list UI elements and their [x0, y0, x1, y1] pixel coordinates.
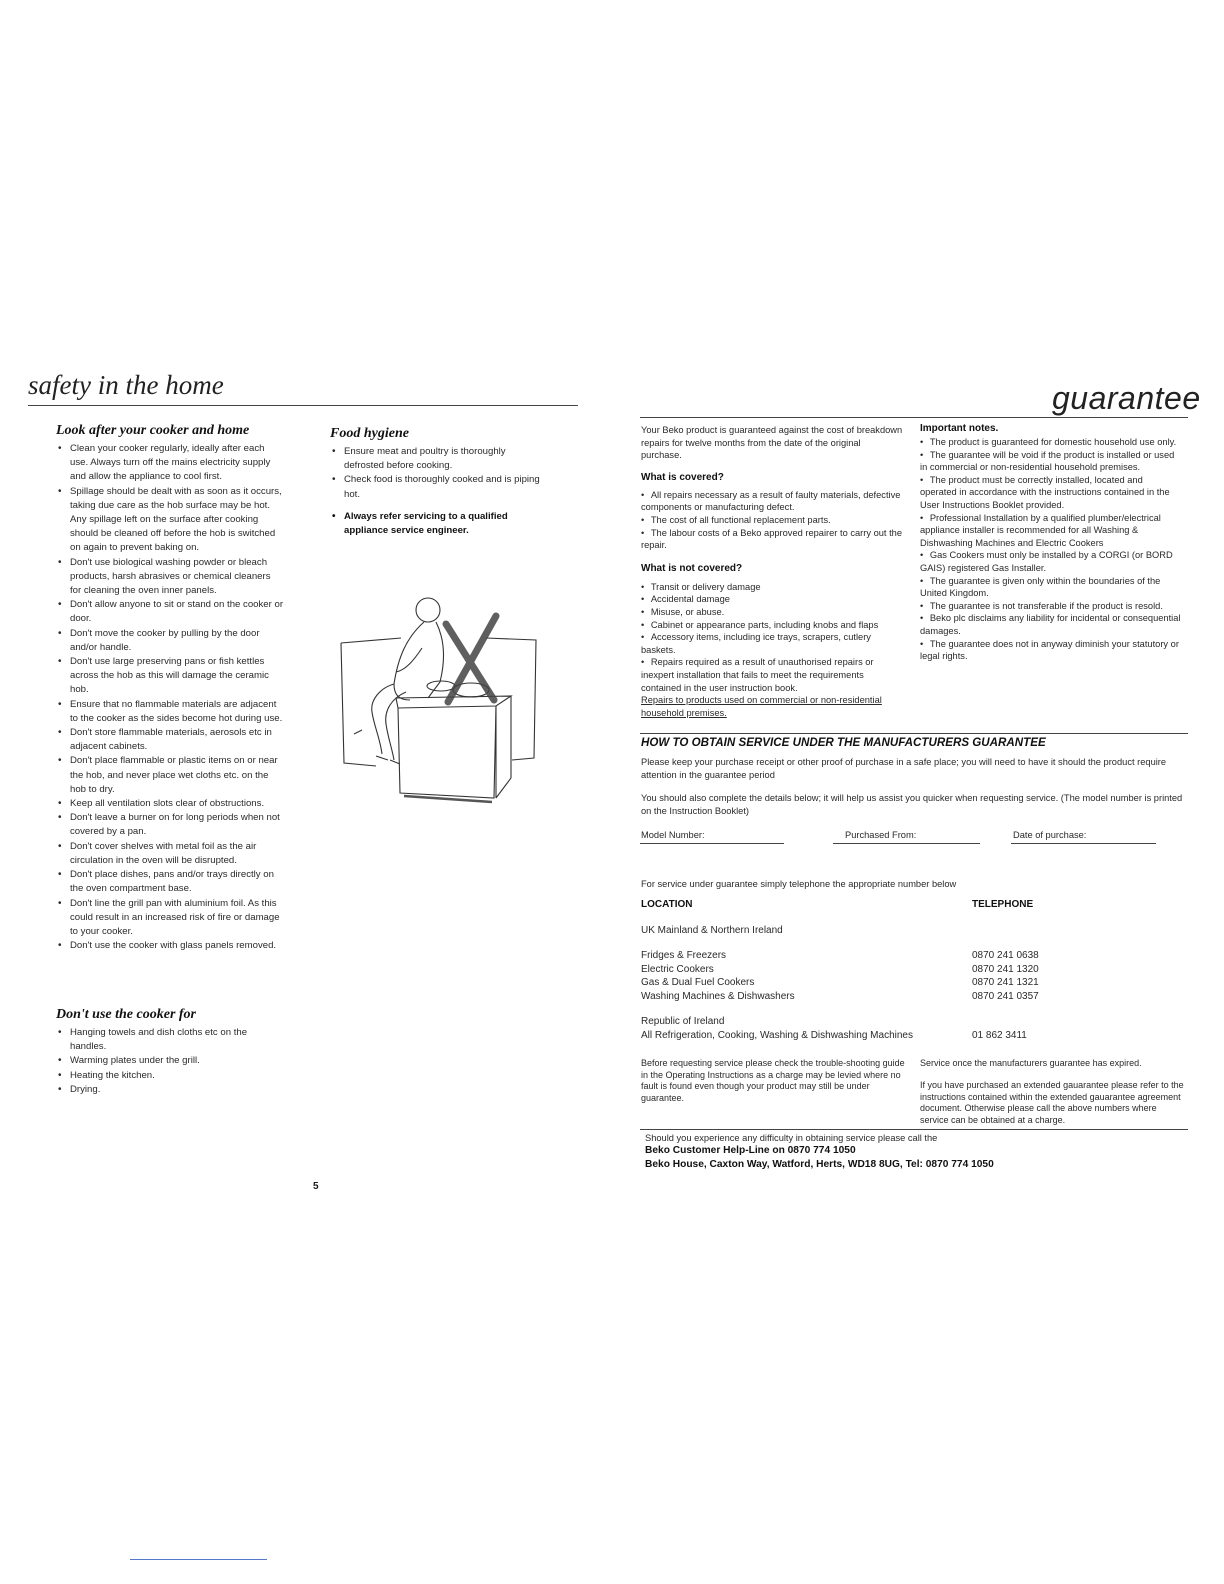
bullet-icon: •	[920, 449, 926, 460]
uk-region-label: UK Mainland & Northern Ireland	[641, 925, 783, 936]
not-covered-item-text: Misuse, or abuse.	[650, 606, 725, 617]
important-item	[920, 612, 1182, 637]
service-heading: HOW TO OBTAIN SERVICE UNDER THE MANUFACTURERS GUARANTEE	[641, 736, 1046, 749]
bullet-icon: •	[641, 606, 647, 617]
uk-telephone-table	[641, 949, 1061, 1003]
bullet-icon: •	[641, 527, 647, 538]
bullet-icon: •	[641, 581, 647, 592]
bullet-icon: •	[641, 619, 647, 630]
covered-item	[641, 527, 903, 552]
not-covered-item	[641, 606, 903, 619]
helpline-rule	[640, 1129, 1188, 1130]
important-item-text: Gas Cookers must only be installed by a CORGI (or BORD GAIS) registered Gas Installer.	[920, 550, 1173, 573]
date-of-purchase-field[interactable]	[1011, 843, 1156, 844]
important-item	[920, 600, 1182, 613]
covered-item	[641, 489, 903, 514]
guarantee-intro: Your Beko product is guaranteed against the cost of breakdown repairs for twelve months from the date of the original purchase.	[641, 425, 903, 461]
covered-list	[641, 489, 903, 552]
bullet-icon: •	[920, 474, 926, 485]
important-heading: Important notes.	[920, 423, 999, 434]
telephone-location: Washing Machines & Dishwashers	[641, 990, 795, 1002]
look-after-item: • Don't line the grill pan with aluminium foil. As this could result in an increased risk of fire or damage to your cooker.	[56, 897, 284, 940]
look-after-item: • Ensure that no flammable materials are adjacent to the cooker as the sides become hot during use.	[56, 698, 284, 726]
not-covered-item-text: Accessory items, including ice trays, scrapers, cutlery baskets.	[641, 632, 871, 655]
bullet-icon: •	[920, 512, 926, 523]
bullet-icon: •	[641, 657, 647, 668]
look-after-item: • Spillage should be dealt with as soon as it occurs, taking due care as the hob surface may be hot. Any spillage left on the surface after cooking should be cleaned off before the hob is switched on again to prevent baking on.	[56, 485, 284, 556]
important-item-text: The guarantee does not in anyway diminish your statutory or legal rights.	[920, 638, 1179, 662]
left-title-rule	[28, 405, 578, 406]
location-header: LOCATION	[641, 899, 693, 910]
bullet-icon: •	[920, 437, 926, 447]
ireland-phone[interactable]: 01 862 3411	[972, 1030, 1027, 1041]
important-item	[920, 449, 1182, 474]
not-covered-item	[641, 593, 903, 606]
look-after-item: • Don't use large preserving pans or fish kettles across the hob as this will damage the ceramic hob.	[56, 655, 284, 698]
bullet-icon: •	[920, 575, 926, 586]
telephone-number[interactable]: 0870 241 1321	[972, 977, 1039, 988]
telephone-location: Electric Cookers	[641, 963, 714, 975]
important-item	[920, 638, 1182, 663]
covered-item-text: All repairs necessary as a result of faulty materials, defective components or manufacturing defect.	[641, 489, 901, 513]
important-item	[920, 549, 1182, 574]
troubleshoot-note: Before requesting service please check the trouble-shooting guide in the Operating Instructions as a charge may be levied where no fault is found even though your product may still be under guarantee.	[641, 1058, 905, 1103]
telephone-row	[641, 990, 1061, 1004]
bullet-icon: •	[920, 600, 926, 611]
bullet-icon: •	[641, 514, 647, 525]
model-number-field[interactable]	[640, 843, 784, 844]
helpline-text: Beko Customer Help-Line on 0870 774 1050	[645, 1145, 856, 1156]
covered-heading: What is covered?	[641, 471, 724, 483]
servicing-note: • Always refer servicing to a qualified appliance service engineer.	[330, 510, 542, 538]
look-after-item: • Keep all ventilation slots clear of obstructions.	[56, 797, 284, 811]
important-list	[920, 436, 1182, 663]
look-after-item: • Clean your cooker regularly, ideally after each use. Always turn off the mains electricity supply and allow the appliance to cool first.	[56, 442, 284, 485]
bullet-icon: •	[920, 550, 926, 561]
look-after-item: • Don't move the cooker by pulling by the door and/or handle.	[56, 627, 284, 655]
right-page-title: guarantee	[1052, 380, 1201, 416]
telephone-location: Gas & Dual Fuel Cookers	[641, 977, 755, 988]
telephone-number[interactable]: 0870 241 0638	[972, 950, 1039, 961]
not-covered-item-text: Cabinet or appearance parts, including knobs and flaps	[650, 619, 879, 630]
dont-use-item: • Warming plates under the grill.	[56, 1054, 284, 1068]
covered-item-text: The cost of all functional replacement parts.	[650, 514, 831, 525]
telephone-location: Fridges & Freezers	[641, 950, 727, 961]
important-item-text: The guarantee is given only within the boundaries of the United Kingdom.	[920, 575, 1161, 599]
address-text: Beko House, Caxton Way, Watford, Herts, WD18 8UG, Tel: 0870 774 1050	[645, 1159, 994, 1170]
look-after-heading: Look after your cooker and home	[56, 423, 250, 438]
service-para-1: Please keep your purchase receipt or other proof of purchase in a safe place; you will need to have it should the product require attention in the guarantee period	[641, 757, 1167, 780]
not-covered-item	[641, 656, 903, 694]
important-item	[920, 512, 1182, 550]
important-item	[920, 575, 1182, 600]
model-number-label: Model Number:	[641, 830, 705, 840]
dont-use-item: • Drying.	[56, 1083, 284, 1097]
bullet-icon: •	[641, 594, 647, 605]
look-after-item: • Don't place dishes, pans and/or trays directly on the oven compartment base.	[56, 868, 284, 896]
look-after-item: • Don't use biological washing powder or bleach products, harsh abrasives or chemical cleaners for cleaning the oven inner panels.	[56, 556, 284, 599]
telephone-row	[641, 949, 1061, 963]
dont-use-item: • Heating the kitchen.	[56, 1069, 284, 1083]
not-covered-item	[641, 631, 903, 656]
important-item-text: Professional Installation by a qualified plumber/electrical appliance installer is recommended for all Washing & Dishwashing Machines and Electric Cookers	[920, 512, 1161, 548]
telephone-row	[641, 976, 1061, 990]
ireland-location: All Refrigeration, Cooking, Washing & Dishwashing Machines	[641, 1030, 913, 1041]
telephone-number[interactable]: 0870 241 1320	[972, 963, 1039, 975]
food-hygiene-section	[330, 426, 542, 538]
difficulty-text: Should you experience any difficulty in obtaining service please call the	[645, 1133, 938, 1143]
guarantee-left-column	[641, 424, 903, 719]
dont-use-section	[56, 1007, 284, 1097]
footer-link-rule	[130, 1559, 267, 1560]
telephone-header: TELEPHONE	[972, 899, 1034, 910]
servicing-note-list	[330, 510, 542, 538]
food-hygiene-item: • Ensure meat and poultry is thoroughly defrosted before cooking.	[330, 445, 542, 473]
look-after-item: • Don't store flammable materials, aerosols etc in adjacent cabinets.	[56, 726, 284, 754]
important-item-text: The guarantee is not transferable if the product is resold.	[929, 600, 1163, 611]
expired-heading: Service once the manufacturers guarantee has expired.	[920, 1058, 1142, 1068]
important-item-text: The product must be correctly installed, located and operated in accordance with the instructions contained in the User Instructions Booklet provided.	[920, 474, 1170, 510]
service-section-rule	[640, 733, 1188, 734]
bullet-icon: •	[920, 638, 926, 649]
important-item-text: Beko plc disclaims any liability for incidental or consequential damages.	[920, 613, 1181, 636]
not-covered-item-text: Repairs required as a result of unauthorised repairs or inexpert installation that fails to meet the requirements contained in the user instruction book.	[641, 657, 874, 693]
important-item	[920, 436, 1182, 449]
important-item-text: The product is guaranteed for domestic household use only.	[929, 437, 1177, 447]
purchased-from-label: Purchased From:	[845, 830, 917, 840]
not-covered-item-text: Transit or delivery damage	[650, 581, 761, 592]
important-item-text: The guarantee will be void if the product is installed or used in commercial or non-residential household premises.	[920, 449, 1175, 473]
ireland-region-label: Republic of Ireland	[641, 1016, 725, 1027]
not-covered-item	[641, 581, 903, 594]
food-hygiene-item: • Check food is thoroughly cooked and is piping hot.	[330, 473, 542, 501]
look-after-item: • Don't leave a burner on for long periods when not covered by a pan.	[56, 811, 284, 839]
page-number: 5	[313, 1181, 319, 1192]
look-after-item: • Don't use the cooker with glass panels removed.	[56, 939, 284, 953]
purchased-from-field[interactable]	[833, 843, 980, 844]
important-item	[920, 474, 1182, 512]
food-hygiene-heading: Food hygiene	[330, 426, 409, 441]
covered-item	[641, 514, 903, 527]
service-para-2: You should also complete the details below; it will help us assist you quicker when requesting service. (The model number is printed on the Instruction Booklet)	[641, 793, 1183, 816]
food-hygiene-list	[330, 445, 542, 502]
dont-use-heading: Don't use the cooker for	[56, 1007, 196, 1022]
look-after-item: • Don't cover shelves with metal foil as the air circulation in the oven will be disrupted.	[56, 840, 284, 868]
bullet-icon: •	[641, 632, 647, 643]
look-after-item: • Don't allow anyone to sit or stand on the cooker or door.	[56, 598, 284, 626]
telephone-intro: For service under guarantee simply telephone the appropriate number below	[641, 879, 957, 889]
not-covered-heading: What is not covered?	[641, 562, 743, 574]
covered-item-text: The labour costs of a Beko approved repairer to carry out the repair.	[641, 527, 902, 551]
look-after-list	[56, 442, 284, 953]
telephone-number[interactable]: 0870 241 0357	[972, 990, 1039, 1002]
not-covered-item	[641, 619, 903, 632]
not-covered-item-text: Accidental damage	[650, 594, 730, 605]
not-covered-extra: Repairs to products used on commercial or non-residential household premises.	[641, 695, 882, 718]
dont-use-list	[56, 1026, 284, 1097]
dont-use-item: • Hanging towels and dish cloths etc on the handles.	[56, 1026, 284, 1054]
bullet-icon: •	[920, 613, 926, 624]
telephone-row	[641, 963, 1061, 977]
bullet-icon: •	[641, 489, 647, 500]
look-after-section	[56, 423, 284, 953]
left-page-title: safety in the home	[28, 370, 224, 400]
right-title-rule	[640, 417, 1188, 418]
not-covered-list	[641, 581, 903, 694]
important-notes-column	[920, 423, 1182, 663]
look-after-item: • Don't place flammable or plastic items on or near the hob, and never place wet cloths etc. on the hob to dry.	[56, 754, 284, 797]
expired-text: If you have purchased an extended gauarantee please refer to the instructions contained within the extended gauarantee agreement document. Otherwise please call the above numbers where service can be obtained at a charge.	[920, 1080, 1184, 1125]
date-of-purchase-label: Date of purchase:	[1013, 830, 1087, 840]
person-sitting-on-cooker-crossed-out-icon	[336, 588, 548, 806]
